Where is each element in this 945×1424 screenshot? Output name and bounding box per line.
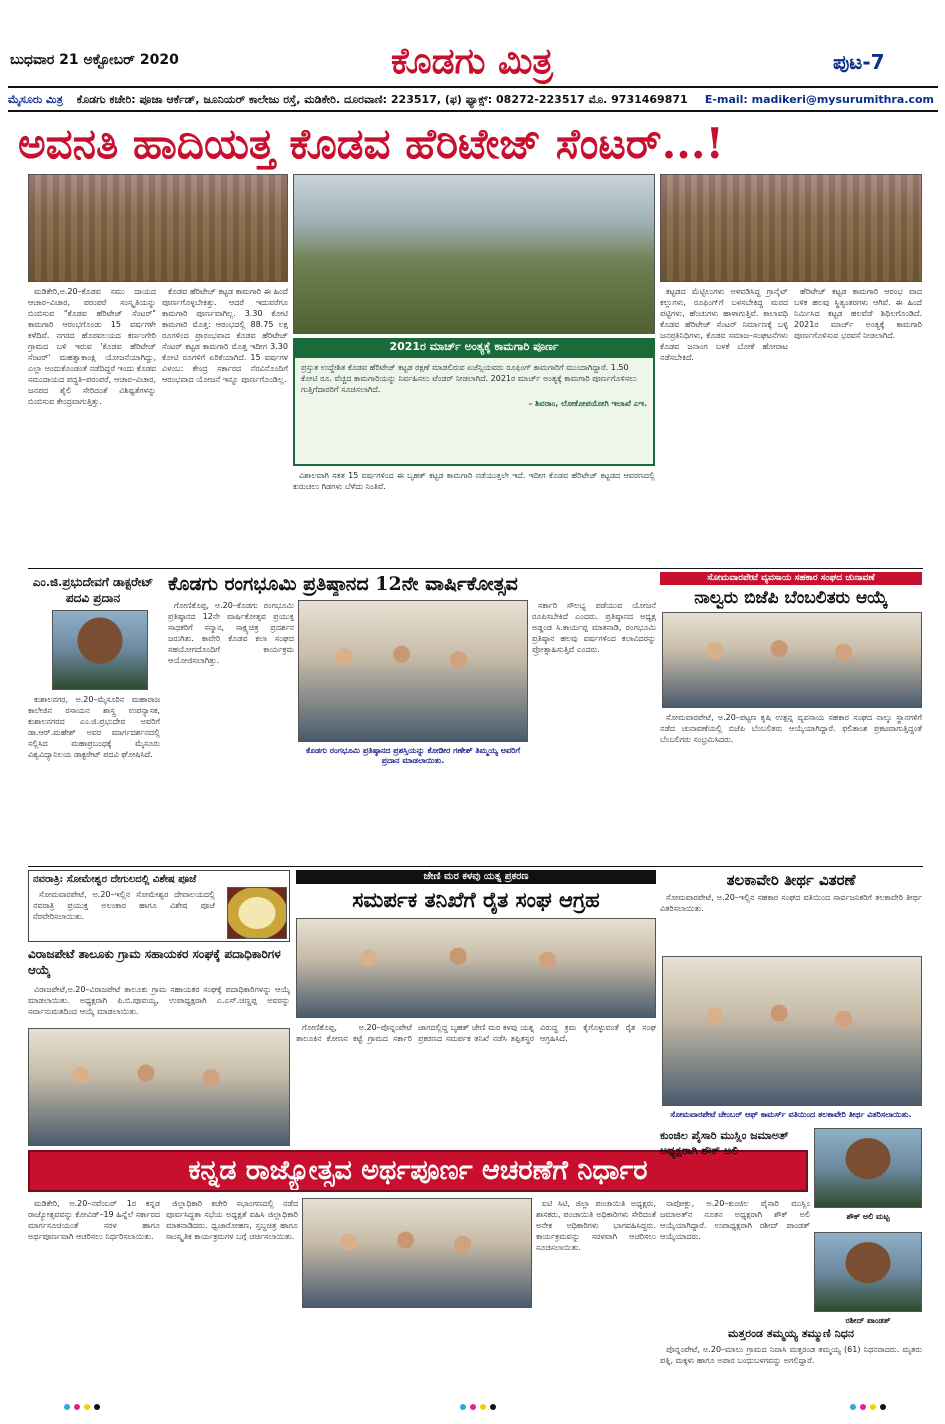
kunjila-text: ನಾಪೋಕ್ಲು, ಅ.20–ಕುಂಜಿಲ ಪೈಸಾರಿ ಮುಸ್ಲಿಂ ಜಮಾಅತ್‌ನ ನೂತನ ಅಧ್ಯಕ್ಷರಾಗಿ ಶೌಕ್ ಅಲಿ ಆಯ್ಕೆಯಾಗಿದ್ದಾರೆ. ಉಪಾಧ್ಯಕ್ಷರಾಗಿ ರಶೀದ್ ಪಾಂಡತ್ ಆಯ್ಕೆಯಾದರು. [660, 1199, 810, 1241]
obituary-text: ಪೊನ್ನಂಪೇಟೆ, ಅ.20–ಮಾಲು ಗ್ರಾಮದ ನಿವಾಸಿ ಮತ್ತರಂಡ ತಮ್ಮಯ್ಯ (61) ನಿಧನರಾದರು. ಮೃತರು ಪತ್ನಿ, ಮಕ್ಕಳು ಹಾಗೂ ಅಪಾರ ಬಂಧುಬಳಗವನ್ನು ಅಗಲಿದ್ದಾರೆ. [660, 1345, 922, 1365]
theatre-text2: ಸರ್ಕಾರಿ ಸೌಲಭ್ಯ ಪಡೆಯುವ ಯೋಜನೆ ರೂಪಿಸಬೇಕಿದೆ ಎಂದರು. ಪ್ರತಿಷ್ಠಾನದ ಅಧ್ಯಕ್ಷ ಅಡ್ಡಂಡ ಸಿ.ಕಾರ್ಯಪ್ಪ ಮಾತನಾಡಿ, ರಂಗಭೂಮಿ ಪ್ರತಿಷ್ಠಾನ ಹಲವು ವರ್ಷಗಳಿಂದ ಕಲಾವಿದರನ್ನು ಪ್ರೋತ್ಸಾಹಿಸುತ್ತಿದೆ ಎಂದರು. [532, 601, 656, 654]
pullquote-attrib: – ಶಿವರಾಂ, ಲೋಕೋಪಯೋಗಿ ಇಲಾಖೆ ಎಇ. [528, 399, 647, 408]
farmers-headline: ಸಮರ್ಪಕ ತನಿಖೆಗೆ ರೈತ ಸಂಘ ಆಗ್ರಹ [352, 887, 600, 912]
navaratri-headline: ನವರಾತ್ರಿ: ಸೋಮೇಶ್ವರ ದೇಗುಲದಲ್ಲಿ ವಿಶೇಷ ಪೂಜೆ [33, 874, 197, 885]
lead-text-col4: ಕಟ್ಟಡದ ಮೆಟ್ಟಿಲುಗಳು ಅಳವಡಿಸಿದ್ದ ಗ್ರಾನೈಟ್ ಕಲ್ಲುಗಳು, ರೂಫಿಂಗ್‌ಗೆ ಬಳಸಬೇಕಿದ್ದ ಮರದ ಪಟ್ಟಿಗಳು, ಹೆಂಚುಗಳು ಹಾಳಾಗುತ್ತಿವೆ. ಕಾಲಾವಧಿ ಕೊಡವ ಹೆರಿಟೇಜ್ ಸೆಂಟರ್ ನಿರ್ಮಾಣಕ್ಕೆ ಬಳ್ಳಿ ಜನಪ್ರತಿನಿಧಿಗಳು, ಕೊಡವ ಸಮಾಜ–ಸಂಘಟನೆಗಳು ಕೊಡವ ಜನಾಂಗ ಬಳಕೆ ಬೋಕೆ ಹೋರಾಟ ನಡೆಸಬೇಕಿದೆ. [660, 287, 788, 362]
rajyotsava-photo [302, 1198, 532, 1308]
farmers-photo [296, 918, 656, 1018]
virajpet-headline: ವಿರಾಜಪೇಟೆ ತಾಲೂಕು ಗ್ರಾಮ ಸಹಾಯಕರ ಸಂಘಕ್ಕೆ ಪದಾಧಿಕಾರಿಗಳ ಆಯ್ಕೆ [28, 947, 281, 977]
registration-marks-left [64, 1404, 100, 1410]
registration-marks-right [850, 1404, 886, 1410]
section-rule-1 [28, 568, 923, 569]
talacauvery-photo [662, 956, 922, 1106]
page-number: ಪುಟ-7 [833, 50, 885, 74]
theatre-caption: ಕೊಡಗು ರಂಗಭೂಮಿ ಪ್ರತಿಷ್ಠಾನದ ಪ್ರಶಸ್ತಿಯನ್ನು ಕೋಡೀರ ಗಣೇಶ್ ತಿಮ್ಮಯ್ಯ ಅವರಿಗೆ ಪ್ರದಾನ ಮಾಡಲಾಯಿತು. [298, 744, 528, 768]
lead-headline: ಅವನತಿ ಹಾದಿಯತ್ತ ಕೊಡವ ಹೆರಿಟೇಜ್ ಸೆಂಟರ್...! [18, 119, 724, 168]
lead-photo-center [293, 174, 655, 334]
lead-text-col3: ವಿಶಾಲವಾಗಿ ಸತತ 15 ವರ್ಷಗಳಿಂದ ಈ ಬೃಹತ್ ಕಟ್ಟಡ ಕಾಮಗಾರಿ ನಡೆಯುತ್ತಲೇ ಇದೆ. ಇದೀಗ ಕೊಡವ ಹೆರಿಟೇಜ್ ಕಟ್ಟಡದ ಆವರಣದಲ್ಲಿ ಕುರುಚಲು ಗಿಡಗಳು ಬೆಳೆದು ನಿಂತಿವೆ. [293, 471, 655, 491]
kunjila-photo2 [814, 1232, 922, 1312]
virajpet-text: ವಿರಾಜಪೇಟೆ,ಅ.20–ವಿರಾಜಪೇಟೆ ತಾಲೂಕು ಗ್ರಾಮ ಸಹಾಯಕರ ಸಂಘಕ್ಕೆ ಪದಾಧಿಕಾರಿಗಳನ್ನು ಆಯ್ಕೆ ಮಾಡಲಾಯಿತು. ಅಧ್ಯಕ್ಷರಾಗಿ ಪಿ.ಬಿ.ಪೂವಯ್ಯ, ಉಪಾಧ್ಯಕ್ಷರಾಗಿ ಎ.ಎಸ್.ಚಿಣ್ಣಪ್ಪ ಅವರನ್ನು ಸರ್ವಾನುಮತದಿಂದ ಆಯ್ಕೆ ಮಾಡಲಾಯಿತು. [28, 985, 290, 1016]
bjp-photo [662, 612, 922, 708]
rajyotsava-text2: ಜಿಲ್ಲಾಧಿಕಾರಿ ಕಚೇರಿ ಸಭಾಂಗಣದಲ್ಲಿ ನಡೆದ ಪೂರ್ವಸಿದ್ಧತಾ ಸಭೆಯ ಅಧ್ಯಕ್ಷತೆ ವಹಿಸಿ ಜಿಲ್ಲಾಧಿಕಾರಿ ಮಾತನಾಡಿದರು. ಧ್ವಜಾರೋಹಣ, ಸ್ತಬ್ಧಚಿತ್ರ ಹಾಗೂ ಸಾಂಸ್ಕೃತಿಕ ಕಾರ್ಯಕ್ರಮಗಳ ಬಗ್ಗೆ ಚರ್ಚಿಸಲಾಯಿತು. [166, 1199, 298, 1241]
masthead-title: ಕೊಡಗು ಮಿತ್ರ [390, 40, 553, 82]
masthead-date: ಬುಧವಾರ 21 ಅಕ್ಟೋಬರ್ 2020 [10, 52, 179, 68]
pullquote-text: ಪ್ರಸ್ತುತ ಉದ್ದೇಶಿತ ಕೊಡವ ಹೆರಿಟೇಜ್ ಕಟ್ಟಡ ರಕ್ಷಣೆ ಮಾಡಲಿರುವ ಏಜೆನ್ಸಿಯವರು ರೂಫಿಂಗ್ ಕಾಮಗಾರಿಗೆ ಮುಂದಾಗಿದ್ದಾರೆ. 1.50 ಕೋಟಿ ರೂ. ವೆಚ್ಚದ ಕಾಮಗಾರಿಯನ್ನು ನಿರ್ವಹಿಸಲು ಟೆಂಡರ್ ನೀಡಲಾಗಿದೆ. 2021ರ ಮಾರ್ಚ್ ಅಂತ್ಯಕ್ಕೆ ಕಾಮಗಾರಿ ಪೂರ್ಣಗೊಳಿಸಲು ಗುತ್ತಿಗೆದಾರರಿಗೆ ಸೂಚಿಸಲಾಗಿದೆ. [301, 363, 637, 394]
contact-info: ಕೊಡಗು ಕಚೇರಿ: ಪೂಜಾ ಆರ್ಕೆಡ್, ಜೂನಿಯರ್ ಕಾಲೇಜು ರಸ್ತೆ, ಮಡಿಕೇರಿ. ದೂರವಾಣಿ: 223517, (ಫ) ಫ್ಯಾಕ್ಸ್: 08272-223517 ಮೊ. 9731469871 [76, 93, 688, 106]
navaratri-text: ಸೋಮವಾರಪೇಟೆ, ಅ.20–ಇಲ್ಲಿನ ಸೋಮೇಶ್ವರ ದೇವಾಲಯದಲ್ಲಿ ನವರಾತ್ರಿ ಪ್ರಯುಕ್ತ ಅಲಂಕಾರ ಹಾಗೂ ವಿಶೇಷ ಪೂಜೆ ನೆರವೇರಿಸಲಾಯಿತು. [33, 890, 215, 921]
navaratri-photo [227, 887, 287, 939]
pullquote-box [293, 338, 655, 466]
farmers-text: ಗೋಣಿಕೊಪ್ಪ, ಅ.20–ಪೊನ್ನಂಪೇಟೆ ತಾಲೂಕಿನ ಕೋಣನ ಕಟ್ಟೆ ಗ್ರಾಮದ ಸರ್ಕಾರಿ ಜಾಗದಲ್ಲಿದ್ದ ಬೃಹತ್ ಜೇಣಿ ಮರ ಕಳವು ಯತ್ನ ಪ್ರಕರಣದ ಸಮರ್ಪಕ ತನಿಖೆ ನಡೆಸಿ ತಪ್ಪಿತಸ್ಥರ ವಿರುದ್ಧ ಕ್ರಮ ಕೈಗೊಳ್ಳುವಂತೆ ರೈತ ಸಂಘ ಆಗ್ರಹಿಸಿದೆ. [296, 1023, 656, 1043]
lead-text-col1: ಮಡಿಕೇರಿ,ಅ.20–ಕೊಡವ ಸಮು ದಾಯದ ಆಚಾರ–ವಿಚಾರ, ಪರಂಪರೆ ಸಂಸ್ಕೃತಿಯನ್ನು ಬಿಂಬಿಸುವ "ಕೊಡವ ಹೆರಿಟೇಜ್ ಸೆಂಟರ್" ಕಾಮಗಾರಿ ಆರಂಭಗೊಂಡು 15 ವರ್ಷಗಳೇ ಕಳೆದಿವೆ. ನಗರದ ಹೊರವಲಯದ ಕರ್ಣಂಗೇರಿ ಗ್ರಾಮದ ಬಳಿ ಇರುವ 'ಕೊಡವ ಹೆರಿಟೇಜ್ ಸೆಂಟರ್' ಮಹತ್ವಾಕಾಂಕ್ಷಿ ಯೋಜನೆಯಾಗಿದ್ದು, ಎಲ್ಲಾ ಅಂದುಕೊಂಡಂತೆ ನಡೆದಿದ್ದರೆ ಇಂದು ಕೊಡವ ಸಮುದಾಯದ ಪದ್ಧತಿ–ಪರಂಪರೆ, ಆಚಾರ–ವಿಚಾರ, ಜನಪದ ಶೈಲಿ ಸೇರಿದಂತೆ ವಿಶಿಷ್ಟತೆಗಳನ್ನು ಬಿಂಬಿಸುವ ಕೇಂದ್ರವಾಗುತ್ತಿತ್ತು. [28, 287, 156, 406]
contact-email[interactable]: E-mail: madikeri@mysurumithra.com [704, 93, 934, 106]
theatre-text1: ಗೋಣಿಕೊಪ್ಪ, ಅ.20–ಕೊಡಗು ರಂಗಭೂಮಿ ಪ್ರತಿಷ್ಠಾನದ 12ನೇ ವಾರ್ಷಿಕೋತ್ಸವ ಪ್ರಯುಕ್ತ ಸಾಧಕರಿಗೆ ಸನ್ಮಾನ, ಸಾಕ್ಷ್ಯಚಿತ್ರ ಪ್ರದರ್ಶನ ಜರುಗಿತು. ಕಾವೇರಿ ಕೊಡವ ಕಲಾ ಸಂಘದ ಸಹಯೋಗದೊಂದಿಗೆ ಕಾರ್ಯಕ್ರಮ ಆಯೋಜಿಸಲಾಗಿತ್ತು. [168, 601, 294, 665]
kunjila-photo1 [814, 1128, 922, 1208]
lead-text-col5: ಹೆರಿಟೇಜ್ ಕಟ್ಟಡ ಕಾಮಗಾರಿ ಆರಂಭ ವಾದ ಬಳಿಕ ಹಲವು ಸ್ಥಿತ್ಯಂತರಗಳು ಆಗಿವೆ. ಈ ಹಿಂದೆ ನಿರ್ಮಿಸಿದ ಕಟ್ಟಡ ಹಲವೆಡೆ ಶಿಥಿಲಗೊಂಡಿದೆ. 2021ರ ಮಾರ್ಚ್ ಅಂತ್ಯಕ್ಕೆ ಕಾಮಗಾರಿ ಪೂರ್ಣಗೊಳಿಸುವ ಭರವಸೆ ನೀಡಲಾಗಿದೆ. [794, 287, 922, 340]
prabhu-headline: ಎಂ.ಜಿ.ಪ್ರಭುದೇವಗೆ ಡಾಕ್ಟರೇಟ್ ಪದವಿ ಪ್ರದಾನ [32, 575, 154, 605]
lead-text-col2: ಕೊಡವ ಹೆರಿಟೇಜ್ ಕಟ್ಟಡ ಕಾಮಗಾರಿ ಈ ಹಿಂದೆ ಪೂರ್ಣಗೊಳ್ಳಬೇಕಿತ್ತು. ಆದರೆ ಇದುವರೆಗೂ ಕಾಮಗಾರಿ ಪೂರ್ಣವಾಗಿಲ್ಲ. 3.30 ಕೋಟಿ ಕಾಮಗಾರಿ ಮೊತ್ತ: ಆರಂಭದಲ್ಲಿ 88.75 ಲಕ್ಷ ರೂಗಳಿಂದ ಪ್ರಾರಂಭವಾದ ಕೊಡವ ಹೆರಿಟೇಜ್ ಸೆಂಟರ್ ಕಟ್ಟಡ ಕಾಮಗಾರಿ ಮೊತ್ತ ಇದೀಗ 3.30 ಕೋಟಿ ರೂಗಳಿಗೆ ಏರಿಕೆಯಾಗಿದೆ. 15 ವರ್ಷಗಳ ವಿಳಂಬ: ಕೇಂದ್ರ ಸರ್ಕಾರದ ನೆರವಿನೊಂದಿಗೆ ಆರಂಭವಾದ ಯೋಜನೆ ಇನ್ನೂ ಪೂರ್ಣಗೊಂಡಿಲ್ಲ. [162, 287, 288, 384]
bjp-text: ಸೋಮವಾರಪೇಟೆ, ಅ.20–ಪಟ್ಟಣ ಕೃಷಿ ಉತ್ಪನ್ನ ವ್ಯವಸಾಯ ಸಹಕಾರ ಸಂಘದ ನಾಲ್ಕು ಸ್ಥಾನಗಳಿಗೆ ನಡೆದ ಚುನಾವಣೆಯಲ್ಲಿ ಬಿಜೆಪಿ ಬೆಂಬಲಿತರು ಆಯ್ಕೆಯಾಗಿದ್ದಾರೆ. ಫಲಿತಾಂಶ ಪ್ರಕಟವಾಗುತ್ತಿದ್ದಂತೆ ಬೆಂಬಲಿಗರು ಸಂಭ್ರಮಿಸಿದರು. [660, 713, 922, 744]
contact-bar [8, 90, 938, 112]
registration-marks-center [460, 1404, 496, 1410]
talacauvery-headline: ತಲಕಾವೇರಿ ತೀರ್ಥ ವಿತರಣೆ [726, 871, 856, 889]
navaratri-box [28, 870, 290, 942]
farmers-tag: ಜೇಣಿ ಮರ ಕಳವು ಯತ್ನ ಪ್ರಕರಣ [296, 870, 656, 884]
theatre-photo [298, 600, 528, 742]
bjp-tag: ಸೋಮವಾರಪೇಟೆ ವ್ಯವಸಾಯ ಸಹಕಾರ ಸಂಘದ ಚುನಾವಣೆ [660, 572, 922, 585]
pullquote-title: 2021ರ ಮಾರ್ಚ್ ಅಂತ್ಯಕ್ಕೆ ಕಾಮಗಾರಿ ಪೂರ್ಣ [293, 338, 655, 356]
prabhu-photo [52, 610, 148, 690]
talacauvery-text: ಸೋಮವಾರಪೇಟೆ, ಅ.20–ಇಲ್ಲಿನ ಸಹಕಾರ ಸಂಘದ ವತಿಯಿಂದ ಸಾರ್ವಜನಿಕರಿಗೆ ತಲಕಾವೇರಿ ತೀರ್ಥ ವಿತರಿಸಲಾಯಿತು. [660, 893, 922, 913]
masthead-rule [8, 86, 938, 88]
lead-photo-right [660, 174, 922, 282]
kunjila-caption1: ಶೌಕ್ ಅಲಿ ಮಟ್ಟ [814, 1210, 922, 1224]
rajyotsava-text1: ಮಡಿಕೇರಿ, ಅ.20–ನವೆಂಬರ್ 1ರ ಕನ್ನಡ ರಾಜ್ಯೋತ್ಸವವನ್ನು ಕೋವಿಡ್–19 ಹಿನ್ನೆಲೆ ಸರ್ಕಾರದ ಮಾರ್ಗಸೂಚಿಯಂತೆ ಸರಳ ಹಾಗೂ ಅರ್ಥಪೂರ್ಣವಾಗಿ ಆಚರಿಸಲು ನಿರ್ಧರಿಸಲಾಯಿತು. [28, 1199, 160, 1241]
section-rule-2 [28, 866, 923, 867]
bjp-headline: ನಾಲ್ವರು ಬಿಜೆಪಿ ಬೆಂಬಲಿತರು ಆಯ್ಕೆ [694, 588, 888, 608]
kunjila-caption2: ರಶೀದ್ ಪಾಂಡತ್ [814, 1314, 922, 1328]
brand-label: ಮೈಸೂರು ಮಿತ್ರ [8, 93, 63, 106]
rajyotsava-text3: ಐಟಿ ಸಿಟಿ, ಜಿಲ್ಲಾ ಪಂಚಾಯಿತಿ ಅಧ್ಯಕ್ಷರು, ಶಾಸಕರು, ಪಂಚಾಯಿತಿ ಅಧಿಕಾರಿಗಳು ಸೇರಿದಂತೆ ಅನೇಕ ಅಧಿಕಾರಿಗಳು ಭಾಗವಹಿಸಿದ್ದರು. ಕಾರ್ಯಕ್ರಮವನ್ನು ಸರಳವಾಗಿ ಆಚರಿಸಲು ಸೂಚಿಸಲಾಯಿತು. [536, 1199, 656, 1252]
virajpet-photo [28, 1028, 290, 1146]
prabhu-text: ಕುಶಾಲನಗರ, ಅ.20–ಮೈಸೂರಿನ ಮಹಾರಾಜ ಕಾಲೇಜಿನ ರಸಾಯನ ಶಾಸ್ತ್ರ ಉಪನ್ಯಾಸಕ, ಕುಶಾಲನಗರದ ಎಂ.ಜಿ.ಪ್ರಭುದೇವ ಅವರಿಗೆ ಡಾ.ಆರ್.ಮಹೇಶ್ ಅವರ ಮಾರ್ಗದರ್ಶನದಲ್ಲಿ ಸಲ್ಲಿಸಿದ ಮಹಾಪ್ರಬಂಧಕ್ಕೆ ಮೈಸೂರು ವಿಶ್ವವಿದ್ಯಾನಿಲಯ ಡಾಕ್ಟರೇಟ್ ಪದವಿ ಘೋಷಿಸಿದೆ. [28, 695, 160, 759]
rajyotsava-headline: ಕನ್ನಡ ರಾಜ್ಯೋತ್ಸವ ಅರ್ಥಪೂರ್ಣ ಆಚರಣೆಗೆ ನಿರ್ಧಾರ [188, 1155, 648, 1186]
obituary-headline: ಮತ್ತರಂಡ ತಮ್ಮಯ್ಯ ತಮ್ಮುಣಿ ನಿಧನ [728, 1327, 854, 1340]
kunjila-headline: ಕುಂಜಿಲ ಪೈಸಾರಿ ಮುಸ್ಲಿಂ ಜಮಾಅತ್ ಅಧ್ಯಕ್ಷರಾಗಿ ಶೌಕ್ ಅಲಿ [660, 1129, 789, 1157]
talacauvery-caption: ಸೋಮವಾರಪೇಟೆ ಚೇಂಬರ್ ಆಫ್ ಕಾಮರ್ಸ್ ವತಿಯಿಂದ ತಲಕಾವೇರಿ ತೀರ್ಥ ವಿತರಿಸಲಾಯಿತು. [660, 1108, 922, 1122]
lead-photo-left [28, 174, 288, 282]
theatre-headline: ಕೊಡಗು ರಂಗಭೂಮಿ ಪ್ರತಿಷ್ಠಾನದ 12ನೇ ವಾರ್ಷಿಕೋತ್ಸವ [168, 573, 518, 595]
